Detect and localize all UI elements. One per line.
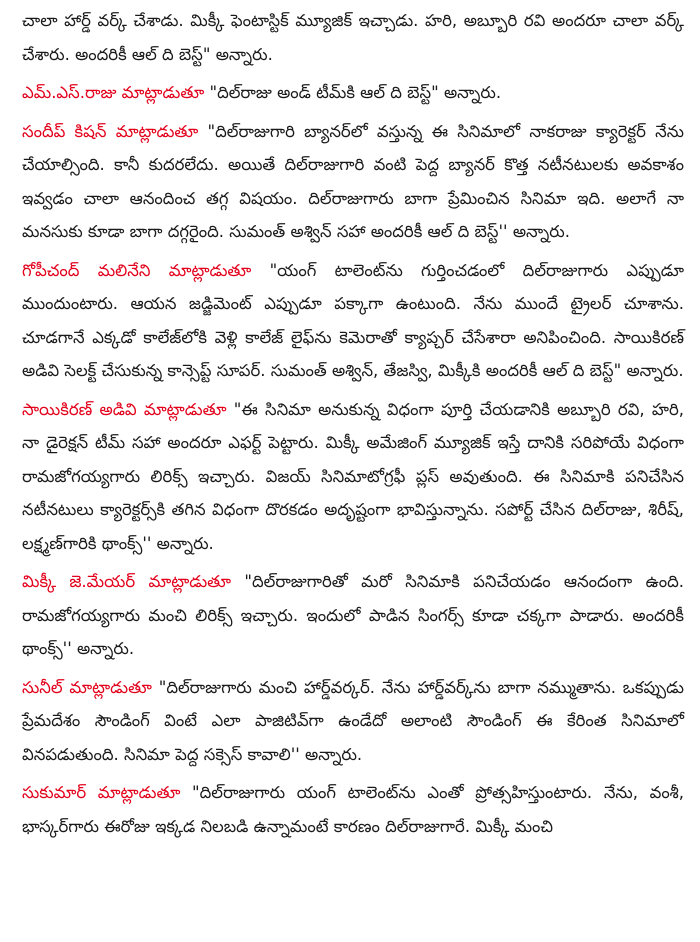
speaker-name: సాయికిరణ్ అడివి మాట్లాడుతూ <box>22 399 227 419</box>
paragraph-text: చాలా హార్డ్ వర్క్ చేశాడు. మిక్కీ ఫెంటాస్టిక్ మ్యూజిక్ ఇచ్చాడు. హరి, అబ్బూరి రవి అందరూ చాలా వర్క్ చేశారు. అందరికీ ఆల్ ది బెస్ట్" అన్నారు. <box>22 11 684 64</box>
paragraph-saikiran-adivi <box>22 393 684 561</box>
speaker-name: సునీల్ మాట్లాడుతూ <box>22 677 152 697</box>
paragraph-text: "దిల్‌రాజుగారు యంగ్ టాలెంట్‌ను ఎంతో ప్రోత్సహిస్తుంటారు. నేను, వంశీ, భాస్కర్‌గారు ఈరోజు ఇక్కడ నిలబడి ఉన్నామంటే కారణం దిల్‌రాజుగారే. మిక్కీ మంచి <box>22 783 684 836</box>
paragraph-sukumar <box>22 776 684 843</box>
paragraph-text: "దిల్‌రాజుగారి బ్యానర్‌లో వస్తున్న ఈ సినిమాలో నాకరాజు క్యారెక్టర్ నేను చేయాల్సింది. కానీ కుదరలేదు. అయితే దిల్‌రాజుగారి వంటి పెద్ద బ్యానర్ కొత్త నటీనటులకు అవకాశం ఇవ్వడం చాలా ఆనందించ తగ్గ విషయం. దిల్‌రాజుగారు బాగా ప్రేమించిన సినిమా ఇది. అలాగే నా మనసుకు కూడా బాగా దగ్గరైంది. సుమంత్ అశ్విన్ సహా అందరికీ ఆల్ ది బెస్ట్'' అన్నారు. <box>22 121 684 241</box>
paragraph-text: "ఈ సినిమా అనుకున్న విధంగా పూర్తి చేయడానికి అబ్బూరి రవి, హరి, నా డైరెక్షన్ టీమ్ సహా అందరూ ఎఫర్ట్ పెట్టారు. మిక్కీ అమేజింగ్ మ్యూజిక్ ఇస్తే దానికి సరిపోయే విధంగా రామజోగయ్యగారు లిరిక్స్ ఇచ్చారు. విజయ్ సినిమాటోగ్రఫీ ప్లస్ అవుతుంది. ఈ సినిమాకి పనిచేసిన నటీనటులు క్యారెక్టర్స్‌కి తగిన విధంగా దొరకడం అదృష్టంగా భావిస్తున్నాను. సపోర్ట్ చేసిన దిల్‌రాజు, శిరీష్, లక్ష్మణ్‌గారికి థాంక్స్'' అన్నారు. <box>22 399 684 553</box>
paragraph-text: "దిల్‌రాజుగారితో మరో సినిమాకి పనిచేయడం ఆనందంగా ఉంది. రామజోగయ్యగారు మంచి లిరిక్స్ ఇచ్చారు. ఇందులో పాడిన సింగర్స్ కూడా చక్కగా పాడారు. అందరికీ థాంక్స్'' అన్నారు. <box>22 572 684 658</box>
speaker-name: మిక్కీ జె.మేయర్ మాట్లాడుతూ <box>22 572 232 591</box>
paragraph-gopichand-malineni <box>22 254 684 388</box>
speaker-name: గోపీచంద్ మలినేని మాట్లాడుతూ <box>22 260 252 280</box>
paragraph-intro-continued <box>22 4 684 71</box>
paragraph-sundeep-kishan <box>22 115 684 249</box>
paragraph-text: "యంగ్ టాలెంట్‌ను గుర్తించడంలో దిల్‌రాజుగారు ఎప్పుడూ ముందుంటారు. ఆయన జడ్జిమెంట్ ఎప్పుడూ పక్కాగా ఉంటుంది. నేను ముందే ట్రైలర్ చూశాను. చూడగానే ఎక్కడో కాలేజ్‌లోకి వెళ్లి కాలేజ్ లైఫ్‌ను కెమెరాతో క్యాప్చర్ చేసేశారా అనిపించింది. సాయికిరణ్ అడివి సెలక్ట్ చేసుకున్న కాన్సెప్ట్ సూపర్. సుమంత్ అశ్విన్, తేజస్వి, మిక్కీకి అందరికీ ఆల్ ది బెస్ట్" అన్నారు. <box>22 260 684 380</box>
speaker-name: సందీప్ కిషన్ మాట్లాడుతూ <box>22 121 199 141</box>
paragraph-text: "దిల్‌రాజు అండ్ టీమ్‌కి ఆల్ ది బెస్ట్" అన్నారు. <box>204 83 502 102</box>
speaker-name: సుకుమార్ మాట్లాడుతూ <box>22 783 181 802</box>
paragraph-ms-raju <box>22 76 684 110</box>
paragraph-text: "దిల్‌రాజుగారు మంచి హార్డ్‌వర్కర్. నేను హార్డ్‌వర్క్‌ను బాగా నమ్ముతాను. ఒకప్పుడు ప్రేమదేశం సౌండింగ్ వింటే ఎలా పాజిటివ్‌గా ఉండేదో అలాంటి సౌండింగ్ ఈ కేరింత సినిమాలో వినపడుతుంది. సినిమా పెద్ద సక్సెస్ కావాలి'' అన్నారు. <box>22 677 684 764</box>
paragraph-sunil <box>22 671 684 772</box>
paragraph-mickey-j-meyer <box>22 565 684 666</box>
speaker-name: ఎమ్.ఎస్.రాజు మాట్లాడుతూ <box>22 83 205 102</box>
